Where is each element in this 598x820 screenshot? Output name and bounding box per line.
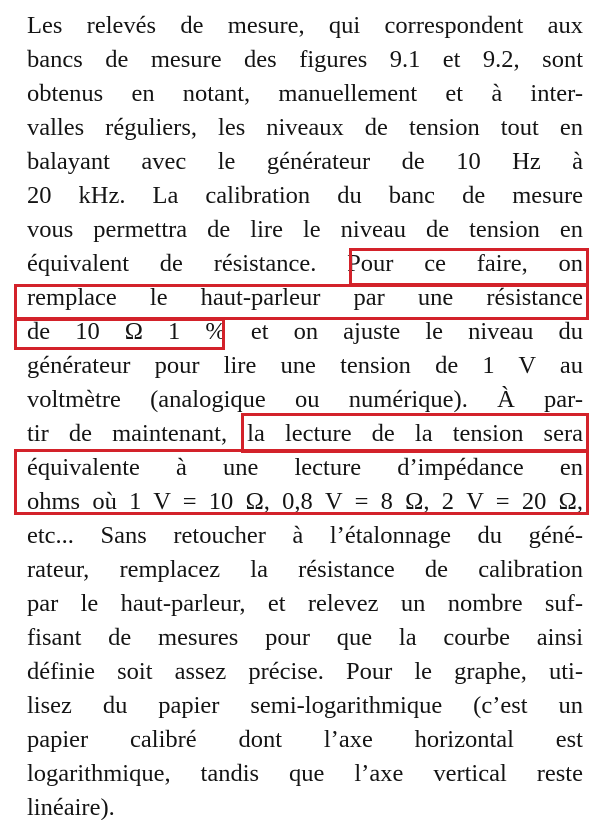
text-line-7: vous permettra de lire le niveau de tension en <box>27 216 583 243</box>
text-line-15: ohms où 1 V = 10 Ω, 0,8 V = 8 Ω, 2 V = 20 Ω, <box>27 488 583 515</box>
text-line-22: papier calibré dont l’axe horizontal est <box>27 726 583 753</box>
text-line-14: équivalente à une lecture d’impédance en <box>27 454 583 481</box>
text-line-23: logarithmique, tandis que l’axe vertical reste <box>27 760 583 787</box>
text-line-6: 20 kHz. La calibration du banc de mesure <box>27 182 583 209</box>
text-line-9: remplace le haut-parleur par une résistance <box>27 284 583 311</box>
text-line-20: définie soit assez précise. Pour le graphe, uti- <box>27 658 583 685</box>
text-line-8: équivalent de résistance. Pour ce faire, on <box>27 250 583 277</box>
text-line-13: tir de maintenant, la lecture de la tension sera <box>27 420 583 447</box>
text-line-16: etc... Sans retoucher à l’étalonnage du géné- <box>27 522 583 549</box>
text-line-12: voltmètre (analogique ou numérique). À par- <box>27 386 583 413</box>
text-line-17: rateur, remplacez la résistance de calibration <box>27 556 583 583</box>
text-line-11: générateur pour lire une tension de 1 V au <box>27 352 583 379</box>
text-line-4: valles réguliers, les niveaux de tension tout en <box>27 114 583 141</box>
text-line-18: par le haut-parleur, et relevez un nombre suf- <box>27 590 583 617</box>
text-line-1: Les relevés de mesure, qui correspondent aux <box>27 12 583 39</box>
text-line-3: obtenus en notant, manuellement et à inter- <box>27 80 583 107</box>
text-line-19: fisant de mesures pour que la courbe ainsi <box>27 624 583 651</box>
text-line-24: linéaire). <box>27 794 115 820</box>
text-line-2: bancs de mesure des figures 9.1 et 9.2, sont <box>27 46 583 73</box>
text-line-21: lisez du papier semi-logarithmique (c’est un <box>27 692 583 719</box>
text-line-5: balayant avec le générateur de 10 Hz à <box>27 148 583 175</box>
text-line-10: de 10 Ω 1 % et on ajuste le niveau du <box>27 318 583 345</box>
